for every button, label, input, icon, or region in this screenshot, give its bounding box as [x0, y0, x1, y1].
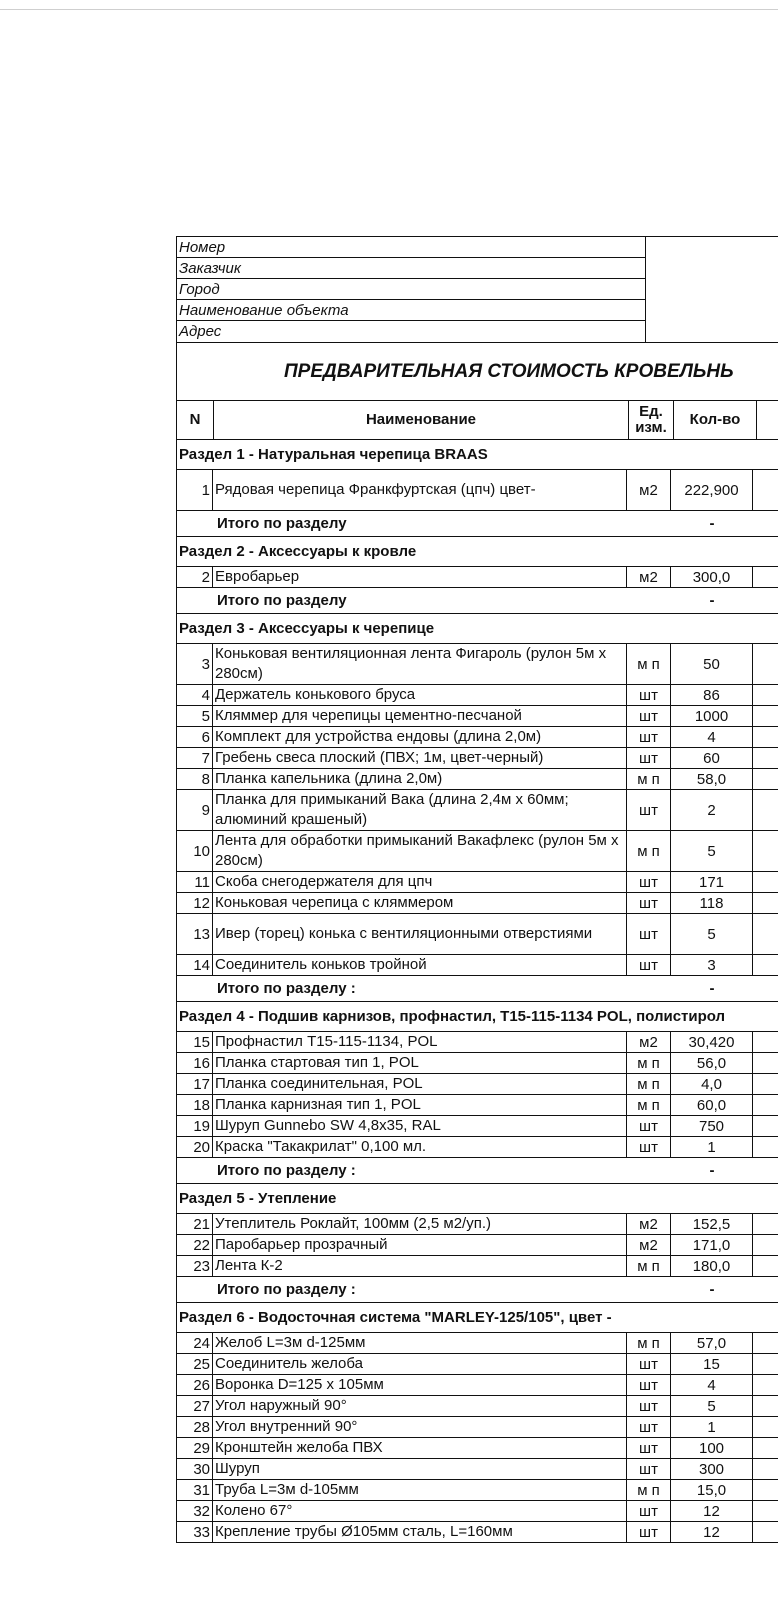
- row-extra-cell: [753, 1459, 778, 1479]
- row-quantity: 86: [671, 685, 753, 705]
- row-item-name: Комплект для устройства ендовы (длина 2,0м): [213, 727, 627, 747]
- row-quantity: 300: [671, 1459, 753, 1479]
- row-quantity: 1000: [671, 706, 753, 726]
- row-unit: шт: [627, 727, 671, 747]
- table-row: [177, 470, 778, 511]
- section-total-label: Итого по разделу :: [217, 980, 356, 997]
- section-total-value: -: [709, 515, 715, 532]
- row-extra-cell: [753, 706, 778, 726]
- row-number: 6: [177, 727, 213, 747]
- section-total-unit: [627, 511, 671, 536]
- row-item-name: Воронка D=125 х 105мм: [213, 1375, 627, 1395]
- row-extra-cell: [753, 1354, 778, 1374]
- field-number-label: Номер: [177, 237, 645, 258]
- row-quantity: 4,0: [671, 1074, 753, 1094]
- row-extra-cell: [753, 1137, 778, 1157]
- row-quantity: 56,0: [671, 1053, 753, 1073]
- row-item-name: Профнастил Т15-115-1134, POL: [213, 1032, 627, 1052]
- row-number: 9: [177, 790, 213, 830]
- row-extra-cell: [753, 727, 778, 747]
- row-extra-cell: [753, 955, 778, 975]
- table-row: [177, 1459, 778, 1480]
- row-number: 20: [177, 1137, 213, 1157]
- scan-edge-line: [0, 9, 778, 10]
- section-total-value: -: [709, 592, 715, 609]
- table-row: [177, 567, 778, 588]
- row-number: 1: [177, 470, 213, 510]
- row-number: 33: [177, 1522, 213, 1542]
- row-unit: шт: [627, 1501, 671, 1521]
- col-header-unit-text: Ед. изм.: [635, 403, 667, 436]
- row-quantity: 12: [671, 1501, 753, 1521]
- row-number: 3: [177, 644, 213, 684]
- row-extra-cell: [753, 567, 778, 587]
- table-row: [177, 748, 778, 769]
- row-number: 21: [177, 1214, 213, 1234]
- row-number: 19: [177, 1116, 213, 1136]
- table-body: [177, 440, 778, 1543]
- row-item-name: Угол наружный 90°: [213, 1396, 627, 1416]
- table-row: [177, 893, 778, 914]
- table-row: [177, 1333, 778, 1354]
- row-unit: м п: [627, 1095, 671, 1115]
- row-unit: м2: [627, 1032, 671, 1052]
- field-object-name-label: Наименование объекта: [177, 300, 645, 321]
- row-unit: шт: [627, 748, 671, 768]
- row-item-name: Коньковая черепица с кляммером: [213, 893, 627, 913]
- col-header-qty: Кол-во: [674, 401, 757, 439]
- section-total-row: [177, 588, 778, 614]
- row-number: 10: [177, 831, 213, 871]
- row-item-name: Евробарьер: [213, 567, 627, 587]
- row-item-name: Скоба снегодержателя для цпч: [213, 872, 627, 892]
- row-unit: м2: [627, 1235, 671, 1255]
- table-row: [177, 1480, 778, 1501]
- section-total-unit: [627, 1277, 671, 1302]
- row-quantity: 15,0: [671, 1480, 753, 1500]
- section-title: Раздел 2 - Аксессуары к кровле: [177, 537, 778, 567]
- row-extra-cell: [753, 893, 778, 913]
- row-item-name: Планка стартовая тип 1, POL: [213, 1053, 627, 1073]
- row-quantity: 152,5: [671, 1214, 753, 1234]
- row-number: 27: [177, 1396, 213, 1416]
- row-item-name: Шуруп Gunnebo SW 4,8х35, RAL: [213, 1116, 627, 1136]
- row-unit: м п: [627, 1053, 671, 1073]
- section-total-value: -: [709, 1281, 715, 1298]
- row-unit: шт: [627, 1438, 671, 1458]
- row-extra-cell: [753, 1438, 778, 1458]
- row-quantity: 222,900: [671, 470, 753, 510]
- row-quantity: 4: [671, 1375, 753, 1395]
- row-item-name: Утеплитель Роклайт, 100мм (2,5 м2/уп.): [213, 1214, 627, 1234]
- col-header-n: N: [177, 401, 214, 439]
- section-title: Раздел 5 - Утепление: [177, 1184, 778, 1214]
- field-city-label: Город: [177, 279, 645, 300]
- row-item-name: Планка для примыканий Вака (длина 2,4м х 60мм; алюминий крашеный): [213, 790, 627, 830]
- row-unit: шт: [627, 1522, 671, 1542]
- row-item-name: Угол внутренний 90°: [213, 1417, 627, 1437]
- table-row: [177, 1501, 778, 1522]
- row-number: 25: [177, 1354, 213, 1374]
- order-info-block: [177, 237, 778, 343]
- table-row: [177, 1256, 778, 1277]
- row-extra-cell: [753, 644, 778, 684]
- row-quantity: 5: [671, 831, 753, 871]
- section-total-unit: [627, 588, 671, 613]
- document-title: ПРЕДВАРИТЕЛЬНАЯ СТОИМОСТЬ КРОВЕЛЬНЬ: [177, 343, 778, 401]
- row-unit: м п: [627, 1256, 671, 1276]
- row-extra-cell: [753, 1375, 778, 1395]
- order-info-labels: [177, 237, 646, 342]
- table-row: [177, 1214, 778, 1235]
- row-unit: шт: [627, 1375, 671, 1395]
- row-unit: м п: [627, 831, 671, 871]
- table-row: [177, 1235, 778, 1256]
- section-title: Раздел 6 - Водосточная система "MARLEY-125/105", цвет -: [177, 1303, 778, 1333]
- row-item-name: Рядовая черепица Франкфуртская (цпч) цвет-: [213, 470, 627, 510]
- row-number: 16: [177, 1053, 213, 1073]
- row-unit: шт: [627, 1396, 671, 1416]
- row-unit: шт: [627, 914, 671, 954]
- row-unit: м п: [627, 644, 671, 684]
- col-header-unit: [629, 401, 674, 439]
- table-header: [177, 401, 778, 440]
- row-number: 32: [177, 1501, 213, 1521]
- row-unit: шт: [627, 1354, 671, 1374]
- row-unit: м п: [627, 1074, 671, 1094]
- table-row: [177, 1438, 778, 1459]
- row-extra-cell: [753, 1333, 778, 1353]
- row-unit: шт: [627, 790, 671, 830]
- section-title: Раздел 4 - Подшив карнизов, профнастил, Т15-115-1134 POL, полистирол: [177, 1002, 778, 1032]
- row-extra-cell: [753, 914, 778, 954]
- row-extra-cell: [753, 1480, 778, 1500]
- row-quantity: 15: [671, 1354, 753, 1374]
- field-address-label: Адрес: [179, 323, 222, 340]
- row-unit: м2: [627, 1214, 671, 1234]
- row-unit: шт: [627, 706, 671, 726]
- table-row: [177, 769, 778, 790]
- row-number: 5: [177, 706, 213, 726]
- row-item-name: Колено 67°: [213, 1501, 627, 1521]
- section-total-label: Итого по разделу :: [217, 1281, 356, 1298]
- field-customer-label: Заказчик: [177, 258, 645, 279]
- row-number: 11: [177, 872, 213, 892]
- row-unit: шт: [627, 685, 671, 705]
- row-unit: м п: [627, 1333, 671, 1353]
- row-quantity: 750: [671, 1116, 753, 1136]
- row-unit: шт: [627, 893, 671, 913]
- row-number: 7: [177, 748, 213, 768]
- section-total-unit: [627, 1158, 671, 1183]
- row-number: 17: [177, 1074, 213, 1094]
- row-quantity: 300,0: [671, 567, 753, 587]
- row-extra-cell: [753, 1214, 778, 1234]
- row-item-name: Кронштейн желоба ПВХ: [213, 1438, 627, 1458]
- section-title: Раздел 1 - Натуральная черепица BRAAS: [177, 440, 778, 470]
- row-extra-cell: [753, 1396, 778, 1416]
- table-row: [177, 1053, 778, 1074]
- row-number: 30: [177, 1459, 213, 1479]
- row-unit: шт: [627, 1417, 671, 1437]
- row-number: 23: [177, 1256, 213, 1276]
- row-quantity: 12: [671, 1522, 753, 1542]
- table-row: [177, 1396, 778, 1417]
- row-number: 2: [177, 567, 213, 587]
- row-quantity: 57,0: [671, 1333, 753, 1353]
- row-extra-cell: [753, 1095, 778, 1115]
- row-item-name: Гребень свеса плоский (ПВХ; 1м, цвет-черный): [213, 748, 627, 768]
- row-number: 26: [177, 1375, 213, 1395]
- row-quantity: 118: [671, 893, 753, 913]
- row-number: 22: [177, 1235, 213, 1255]
- row-item-name: Коньковая вентиляционная лента Фигароль (рулон 5м х 280см): [213, 644, 627, 684]
- row-item-name: Крепление трубы Ø105мм сталь, L=160мм: [213, 1522, 627, 1542]
- row-item-name: Труба L=3м d-105мм: [213, 1480, 627, 1500]
- row-number: 31: [177, 1480, 213, 1500]
- row-quantity: 4: [671, 727, 753, 747]
- table-row: [177, 1137, 778, 1158]
- table-row: [177, 831, 778, 872]
- col-header-name: Наименование: [214, 401, 629, 439]
- section-total-label: Итого по разделу: [217, 592, 347, 609]
- row-item-name: Соединитель желоба: [213, 1354, 627, 1374]
- table-row: [177, 955, 778, 976]
- row-quantity: 171,0: [671, 1235, 753, 1255]
- row-extra-cell: [753, 1116, 778, 1136]
- row-item-name: Шуруп: [213, 1459, 627, 1479]
- section-total-value: -: [709, 980, 715, 997]
- row-quantity: 58,0: [671, 769, 753, 789]
- table-row: [177, 644, 778, 685]
- row-number: 18: [177, 1095, 213, 1115]
- row-quantity: 180,0: [671, 1256, 753, 1276]
- section-total-value: -: [709, 1162, 715, 1179]
- row-extra-cell: [753, 748, 778, 768]
- row-extra-cell: [753, 872, 778, 892]
- row-item-name: Лента К-2: [213, 1256, 627, 1276]
- row-item-name: Соединитель коньков тройной: [213, 955, 627, 975]
- row-quantity: 171: [671, 872, 753, 892]
- row-extra-cell: [753, 790, 778, 830]
- row-unit: м п: [627, 769, 671, 789]
- section-total-row: [177, 1277, 778, 1303]
- row-quantity: 60: [671, 748, 753, 768]
- row-quantity: 1: [671, 1137, 753, 1157]
- row-number: 28: [177, 1417, 213, 1437]
- table-row: [177, 1375, 778, 1396]
- row-item-name: Лента для обработки примыканий Вакафлекс (рулон 5м х 280см): [213, 831, 627, 871]
- row-extra-cell: [753, 1032, 778, 1052]
- row-number: 15: [177, 1032, 213, 1052]
- row-extra-cell: [753, 831, 778, 871]
- row-unit: шт: [627, 872, 671, 892]
- estimate-sheet: [176, 236, 778, 1543]
- row-extra-cell: [753, 1501, 778, 1521]
- row-extra-cell: [753, 685, 778, 705]
- col-header-rest: [757, 401, 778, 439]
- row-extra-cell: [753, 1417, 778, 1437]
- row-quantity: 5: [671, 914, 753, 954]
- row-item-name: Ивер (торец) конька с вентиляционными отверстиями: [213, 914, 627, 954]
- row-number: 12: [177, 893, 213, 913]
- row-unit: шт: [627, 955, 671, 975]
- table-row: [177, 1417, 778, 1438]
- row-item-name: Планка карнизная тип 1, POL: [213, 1095, 627, 1115]
- row-item-name: Кляммер для черепицы цементно-песчаной: [213, 706, 627, 726]
- table-row: [177, 1354, 778, 1375]
- row-item-name: Желоб L=3м d-125мм: [213, 1333, 627, 1353]
- section-total-unit: [627, 976, 671, 1001]
- row-extra-cell: [753, 1074, 778, 1094]
- section-total-row: [177, 511, 778, 537]
- row-number: 4: [177, 685, 213, 705]
- row-number: 29: [177, 1438, 213, 1458]
- row-extra-cell: [753, 1235, 778, 1255]
- row-extra-cell: [753, 1256, 778, 1276]
- table-row: [177, 872, 778, 893]
- table-row: [177, 706, 778, 727]
- row-number: 8: [177, 769, 213, 789]
- row-extra-cell: [753, 1053, 778, 1073]
- row-extra-cell: [753, 769, 778, 789]
- order-info-values: [646, 237, 778, 342]
- section-total-label: Итого по разделу :: [217, 1162, 356, 1179]
- row-unit: м п: [627, 1480, 671, 1500]
- row-extra-cell: [753, 1522, 778, 1542]
- row-unit: шт: [627, 1116, 671, 1136]
- row-quantity: 60,0: [671, 1095, 753, 1115]
- table-row: [177, 1095, 778, 1116]
- table-row: [177, 727, 778, 748]
- row-quantity: 5: [671, 1396, 753, 1416]
- section-total-label: Итого по разделу: [217, 515, 347, 532]
- table-row: [177, 1074, 778, 1095]
- row-item-name: Держатель конькового бруса: [213, 685, 627, 705]
- row-quantity: 100: [671, 1438, 753, 1458]
- section-total-row: [177, 1158, 778, 1184]
- row-unit: шт: [627, 1459, 671, 1479]
- row-unit: м2: [627, 470, 671, 510]
- table-row: [177, 685, 778, 706]
- row-item-name: Планка соединительная, POL: [213, 1074, 627, 1094]
- table-row: [177, 790, 778, 831]
- row-extra-cell: [753, 470, 778, 510]
- table-row: [177, 914, 778, 955]
- row-number: 13: [177, 914, 213, 954]
- row-item-name: Паробарьер прозрачный: [213, 1235, 627, 1255]
- row-quantity: 50: [671, 644, 753, 684]
- row-number: 24: [177, 1333, 213, 1353]
- table-row: [177, 1116, 778, 1137]
- row-quantity: 2: [671, 790, 753, 830]
- row-unit: м2: [627, 567, 671, 587]
- row-item-name: Планка капельника (длина 2,0м): [213, 769, 627, 789]
- section-total-row: [177, 976, 778, 1002]
- row-quantity: 3: [671, 955, 753, 975]
- section-title: Раздел 3 - Аксессуары к черепице: [177, 614, 778, 644]
- row-item-name: Краска "Такакрилат" 0,100 мл.: [213, 1137, 627, 1157]
- row-unit: шт: [627, 1137, 671, 1157]
- table-row: [177, 1522, 778, 1543]
- row-number: 14: [177, 955, 213, 975]
- row-quantity: 30,420: [671, 1032, 753, 1052]
- row-quantity: 1: [671, 1417, 753, 1437]
- table-row: [177, 1032, 778, 1053]
